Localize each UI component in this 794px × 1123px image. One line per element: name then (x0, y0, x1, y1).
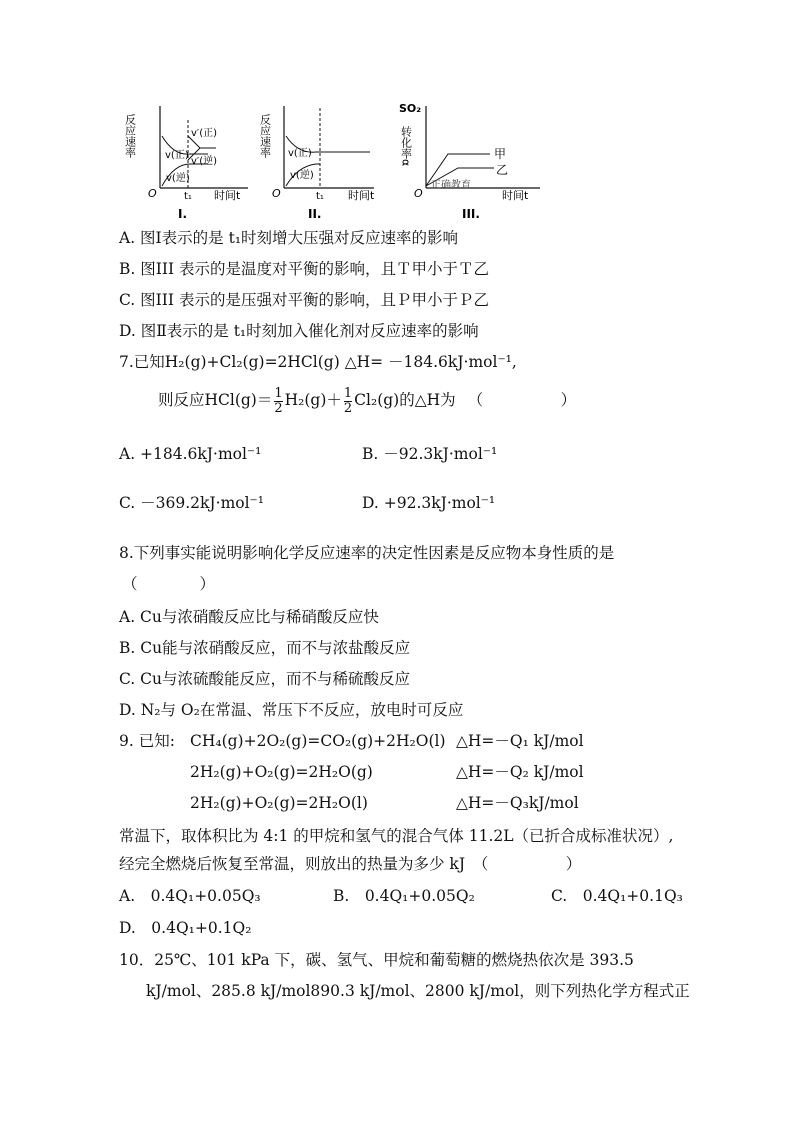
q7-stem-line2 (158, 386, 576, 414)
q9-option-d: D. 0.4Q₁+0.1Q₂ (119, 919, 252, 937)
q8-option-b: B. Cu能与浓硝酸反应，而不与浓盐酸反应 (119, 639, 411, 657)
fig3-watermark: 正确教育 (431, 180, 471, 191)
q7-frac-1 (274, 387, 282, 416)
q9-eq3: 2H₂(g)+O₂(g)=2H₂O(l) (190, 794, 368, 812)
q9-text-line1: 常温下，取体积比为 4:1 的甲烷和氢气的混合气体 11.2L（已折合成标准状况）, (119, 827, 674, 845)
fig2-y-label: 反应速率 (258, 114, 272, 158)
q9-option-c: C. 0.4Q₁+0.1Q₃ (551, 887, 683, 905)
q9-prefix: 9. 已知: (119, 732, 175, 750)
fig3-label-jia: 甲 (494, 147, 507, 161)
q10-line2: kJ/mol、285.8 kJ/mol890.3 kJ/mol、2800 kJ/mol，则下列热化学方程式正 (146, 982, 690, 1000)
q8-option-d: D. N₂与 O₂在常温、常压下不反应，放电时可反应 (119, 701, 464, 719)
q7-option-c: C. －369.2kJ·mol⁻¹ (119, 494, 264, 512)
q9-option-b: B. 0.4Q₁+0.05Q₂ (333, 887, 475, 905)
fig2-caption: II. (308, 207, 322, 221)
q7-frac-1-den: 2 (274, 400, 283, 416)
q8-answer-paren: （ ） (122, 575, 216, 593)
fig3-y-label-top: SO₂ (399, 102, 422, 115)
figure-1 (124, 106, 249, 221)
fig1-caption: I. (178, 207, 188, 221)
q9-dh1: △H=－Q₁ kJ/mol (456, 732, 584, 750)
q7-option-a: A. +184.6kJ·mol⁻¹ (119, 445, 262, 463)
fig1-t1: t₁ (184, 191, 192, 202)
fig2-label-vf: v(正) (288, 148, 312, 159)
q7-h2-part: H₂(g)＋ (284, 391, 342, 409)
q6-option-b: B. 图III 表示的是温度对平衡的影响，且Ｔ甲小于Ｔ乙 (119, 260, 490, 278)
fig1-label-vr2: v′(逆) (191, 156, 217, 167)
fig3-caption: III. (462, 207, 480, 221)
q7-option-b: B. －92.3kJ·mol⁻¹ (362, 445, 498, 463)
figure-2 (259, 106, 375, 221)
q9-eq1: CH₄(g)+2O₂(g)=CO₂(g)+2H₂O(l) (190, 732, 446, 750)
fig3-x-label: 时间t (502, 189, 529, 202)
q7-stem2-pre: 则反应HCl(g)＝ (158, 391, 273, 409)
q7-frac-1-num: 1 (274, 385, 283, 401)
q7-frac-2 (344, 387, 352, 416)
fig1-y-label: 反应速率 (123, 114, 137, 158)
q10-line1: 10．25℃、101 kPa 下，碳、氢气、甲烷和葡萄糖的燃烧热依次是 393.5 (119, 951, 634, 969)
fig1-label-vf2: v′(正) (191, 128, 217, 139)
figure-strip (118, 98, 548, 226)
fig2-x-label: 时间t (348, 189, 375, 202)
q7-frac-2-num: 1 (343, 385, 353, 401)
fig3-label-yi: 乙 (496, 163, 509, 177)
q9-dh3: △H=－Q₃kJ/mol (456, 794, 579, 812)
fig2-t1: t₁ (316, 191, 324, 202)
q8-option-c: C. Cu与浓硫酸能反应，而不与稀硫酸反应 (119, 670, 411, 688)
q6-option-a: A. 图Ⅰ表示的是 t₁时刻增大压强对反应速率的影响 (119, 229, 459, 247)
q7-option-d: D. +92.3kJ·mol⁻¹ (362, 494, 496, 512)
fig2-origin: O (272, 187, 281, 200)
figure-3 (399, 102, 540, 221)
q7-cl2-part: Cl₂(g)的△H为 (354, 391, 456, 409)
q7-frac-2-den: 2 (343, 400, 353, 416)
q7-answer-paren: （ ） (467, 391, 577, 409)
fig3-origin: O (414, 187, 423, 200)
fig1-origin: O (148, 187, 157, 200)
q9-option-a: A. 0.4Q₁+0.05Q₃ (119, 887, 261, 905)
q9-text-line2: 经完全燃烧后恢复至常温，则放出的热量为多少 kJ （ ） (119, 855, 582, 873)
q6-option-d: D. 图Ⅱ表示的是 t₁时刻加入催化剂对反应速率的影响 (119, 322, 479, 340)
fig1-x-label: 时间t (214, 189, 241, 202)
q9-eq2: 2H₂(g)+O₂(g)=2H₂O(g) (190, 763, 373, 781)
fig3-y-label: 转化率α (399, 126, 413, 167)
q8-stem: 8.下列事实能说明影响化学反应速率的决定性因素是反应物本身性质的是 (119, 544, 615, 562)
fig1-label-vr: v(逆) (166, 173, 190, 184)
fig1-label-vf: v(正) (165, 150, 189, 161)
q6-option-c: C. 图III 表示的是压强对平衡的影响，且Ｐ甲小于Ｐ乙 (119, 291, 489, 309)
q9-dh2: △H=－Q₂ kJ/mol (456, 763, 584, 781)
q8-option-a: A. Cu与浓硝酸反应比与稀硝酸反应快 (119, 608, 379, 626)
q7-stem: 7.已知H₂(g)+Cl₂(g)=2HCl(g) △H= －184.6kJ·mol⁻¹, (119, 353, 517, 371)
fig2-label-vr: v(逆) (290, 170, 314, 181)
